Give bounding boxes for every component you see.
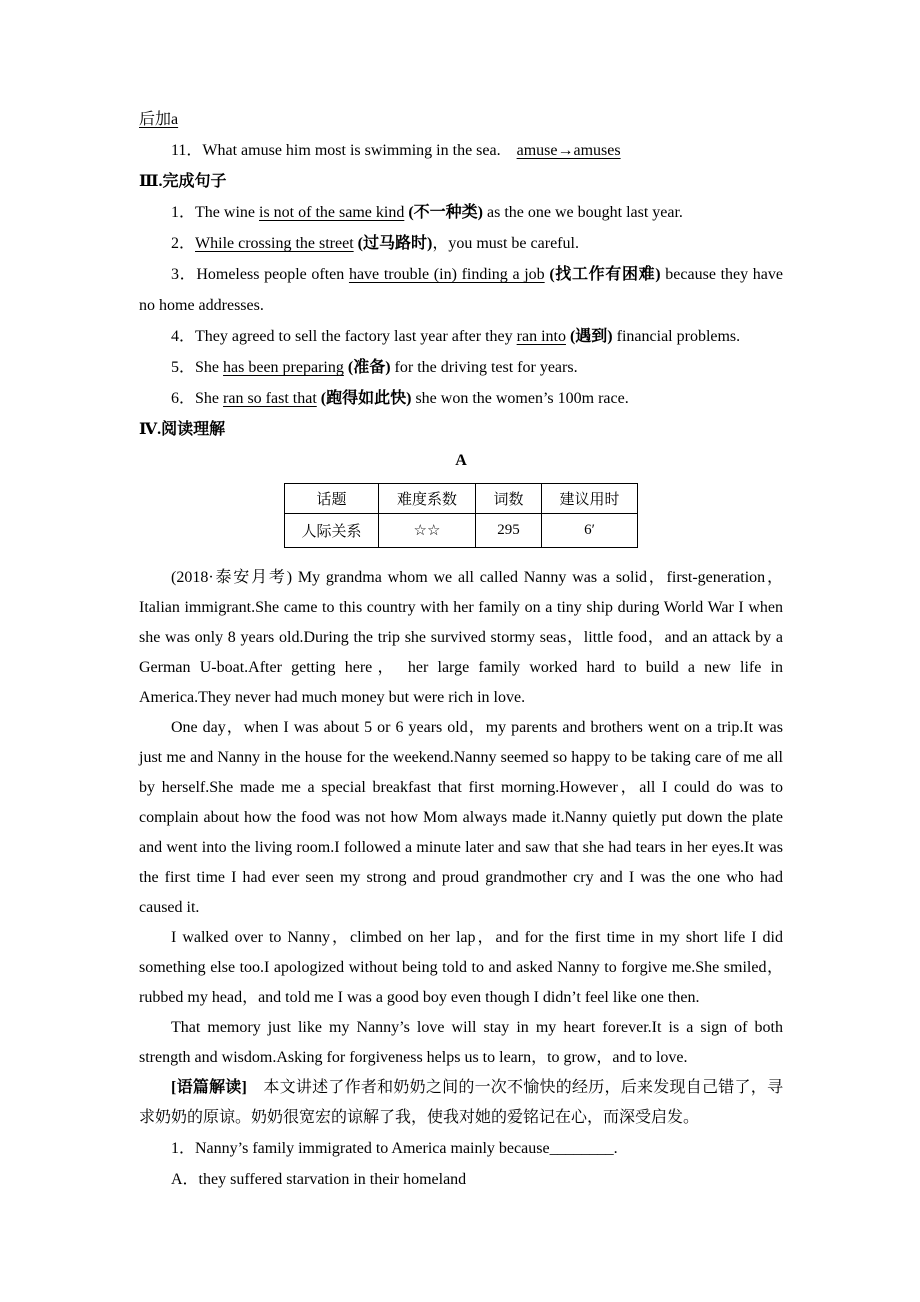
grammar-item-11	[139, 135, 783, 166]
item-answer-blank: have trouble (in) finding a job	[348, 266, 545, 283]
table-cell-topic: 人际关系	[285, 514, 379, 548]
item-11-correction: amuse→amuses	[516, 142, 621, 159]
section-4-title: Ⅳ.阅读理解	[139, 421, 226, 438]
item-number: 5．	[171, 359, 196, 376]
sentence-item-1	[139, 197, 783, 228]
item-post-text: she won the women’s 100m race.	[411, 390, 629, 407]
section-3-title: Ⅲ.完成句子	[139, 173, 227, 190]
item-annotation: (准备)	[343, 359, 391, 376]
passage-analysis	[139, 1073, 783, 1133]
sentence-item-5	[139, 352, 783, 383]
item-post-text: as the one we bought last year.	[482, 204, 683, 221]
table-header-difficulty: 难度系数	[379, 484, 476, 514]
table-header-suggested-time: 建议用时	[542, 484, 638, 514]
item-post-text: for the driving test for years.	[390, 359, 578, 376]
table-cell-difficulty: ☆☆	[379, 514, 476, 548]
analysis-text: 本文讲述了作者和奶奶之间的一次不愉快的经历，后来发现自己错了，寻求奶奶的原谅。奶奶很宽宏的谅解了我，使我对她的爱铭记在心，而深受启发。	[139, 1079, 783, 1126]
table-cell-suggested-time: 6′	[542, 514, 638, 548]
passage-label-a: A	[455, 452, 467, 469]
item-post-text: ，you must be careful.	[432, 235, 579, 252]
item-number: 1．	[171, 204, 196, 221]
sentence-item-4	[139, 321, 783, 352]
question-1-option-a: A．they suffered starvation in their homeland	[171, 1171, 467, 1188]
sentence-item-2	[139, 228, 783, 259]
item-pre-text: She	[195, 359, 224, 376]
item-pre-text: They agreed to sell the factory last year after they	[195, 328, 517, 345]
item-annotation: (不一种类)	[404, 204, 483, 221]
question-1-stem: 1．Nanny’s family immigrated to America mainly because________.	[171, 1140, 618, 1157]
sentence-item-3	[139, 259, 783, 321]
item-answer-blank: is not of the same kind	[259, 204, 405, 221]
item-pre-text: Homeless people often	[196, 266, 349, 283]
table-header-row	[285, 484, 638, 514]
item-answer-blank: ran so fast that	[223, 390, 317, 407]
item-annotation: (过马路时)	[353, 235, 433, 252]
sentence-item-6	[139, 383, 783, 414]
margin-note-line	[139, 104, 783, 135]
table-header-topic: 话题	[285, 484, 379, 514]
item-post-text: because they have no home addresses.	[139, 266, 783, 314]
item-answer-blank: ran into	[516, 328, 566, 345]
passage-paragraph-4: That memory just like my Nanny’s love will stay in my heart forever.It is a sign of both strength and wisdom.Asking for forgiveness helps us to learn，to grow，and to love.	[139, 1019, 783, 1066]
item-annotation: (跑得如此快)	[316, 390, 412, 407]
item-annotation: (遇到)	[565, 328, 613, 345]
item-11-text: 11．What amuse him most is swimming in the sea.	[171, 142, 517, 159]
item-number: 2．	[171, 235, 196, 252]
margin-correction-note: 后加a	[139, 111, 179, 128]
item-number: 6．	[171, 390, 196, 407]
item-annotation: (找工作有困难)	[544, 266, 661, 283]
passage-paragraph-2: One day，when I was about 5 or 6 years old，my parents and brothers went on a trip.It was just me and Nanny in the house for the weekend.Nanny seemed so happy to be taking care of me all by herself.She made me a special breakfast that first morning.However，all I could do was to complain about how the food was not how Mom always made it.Nanny quietly put down the plate and went into the living room.I followed a minute later and saw that she had tears in her eyes.It was the first time I had ever seen my strong and proud grandmother cry and I was the one who had caused it.	[139, 719, 783, 916]
passage-paragraph-1: (2018·泰安月考) My grandma whom we all called Nanny was a solid，first-generation，Italian immigrant.She came to this country with her family on a tiny ship during World War I when she was only 8 years old.During the trip she survived stormy seas，little food，and an attack by a German U-boat.After getting here， her large family worked hard to build a new life in America.They never had much money but were rich in love.	[139, 569, 783, 706]
item-pre-text: The wine	[195, 204, 259, 221]
analysis-tag: [语篇解读]	[171, 1079, 247, 1096]
passage-info-table	[284, 483, 638, 548]
item-number: 3．	[171, 266, 197, 283]
table-data-row	[285, 514, 638, 548]
item-answer-blank: has been preparing	[223, 359, 344, 376]
table-cell-word-count: 295	[476, 514, 542, 548]
item-pre-text: She	[195, 390, 224, 407]
item-number: 4．	[171, 328, 196, 345]
passage-paragraph-3: I walked over to Nanny，climbed on her lap，and for the first time in my short life I did something else too.I apologized without being told to and asked Nanny to forgive me.She smiled，rubbed my head，and told me I was a good boy even though I didn’t feel like one then.	[139, 929, 783, 1006]
item-post-text: financial problems.	[612, 328, 741, 345]
table-header-word-count: 词数	[476, 484, 542, 514]
item-answer-blank: While crossing the street	[195, 235, 354, 252]
